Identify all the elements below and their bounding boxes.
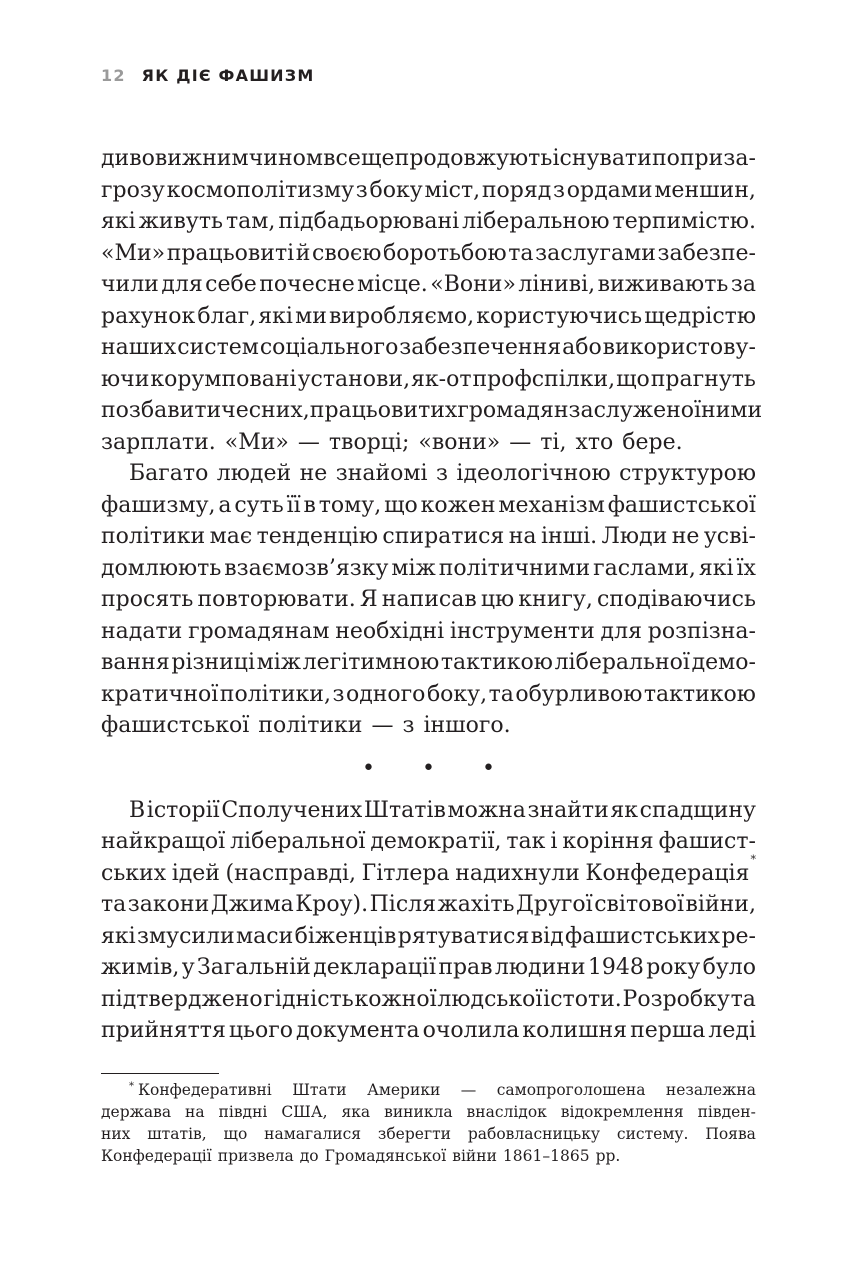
footnote-line: * Конфедеративні Штати Америки — самопроголошена незалежна — [129, 1081, 756, 1099]
text-line: підтверджено гідність кожної людської істоти. Розробку та — [101, 986, 756, 1012]
text-line: Багато людей не знайомі з ідеологічною структурою — [129, 461, 756, 486]
text-line: надати громадянам необхідні інструменти для розпізна- — [101, 618, 756, 644]
text-line: домлюють взаємозв’язку між політичними гаслами, які їх — [101, 555, 756, 581]
footnote-reference: * — [750, 853, 756, 867]
body-text — [101, 143, 763, 1047]
text-line: позбавити чесних, працьовитих громадян заслуженої ними — [101, 398, 763, 423]
footnote-marker: * — [129, 1081, 134, 1092]
text-line: які живуть там, підбадьорювані ліберальною терпимістю. — [101, 209, 756, 234]
footnote-line: держава на півдні США, яка виникла внаслідок відокремлення півден- — [101, 1103, 756, 1121]
footnote-line: них штатів, що намагалися зберегти рабовласницьку систему. Поява — [101, 1125, 756, 1143]
text-line: вання різниці між легітимною тактикою ліберальної демо- — [101, 650, 756, 675]
footnote — [101, 1079, 756, 1167]
text-line: політики має тенденцію спиратися на інші. Люди не усві- — [101, 524, 756, 549]
book-title: ЯК ДІЄ ФАШИЗМ — [141, 66, 315, 85]
text-line: жимів, у Загальній декларації прав людини 1948 року було — [101, 955, 756, 980]
text-line: прийняття цього документа очолила колишня перша леді — [101, 1018, 756, 1043]
text-line: ючи корумповані установи, як-от профспілки, що прагнуть — [101, 366, 756, 392]
page-number: 12 — [101, 66, 126, 85]
text-line: грозу космополітизму з боку міст, поряд з ордами меншин, — [101, 177, 756, 203]
running-header — [101, 66, 314, 85]
text-line: наших систем соціального забезпечення або використову- — [101, 335, 756, 360]
text-line: та закони Джима Кроу). Після жахіть Другої світової війни, — [101, 892, 756, 917]
text-line: ських ідей (насправді, Гітлера надихнули Конфедерація* — [101, 853, 756, 886]
text-line: просять повторювати. Я написав цю книгу, сподіваючись — [101, 587, 756, 612]
text-line: фашизму, а суть її в тому, що кожен механізм фашистської — [101, 492, 756, 518]
text-line: які змусили маси біженців рятуватися від фашистських ре- — [101, 923, 756, 949]
text-line: «Ми» працьовиті й своєю боротьбою та заслугами забезпе- — [101, 240, 756, 266]
text-line: В історії Сполучених Штатів можна знайти як спадщину — [129, 797, 756, 823]
footnote-line: Конфедерації призвела до Громадянської війни 1861–1865 рр. — [101, 1147, 621, 1165]
text-line: рахунок благ, які ми виробляємо, користуючись щедрістю — [101, 303, 756, 329]
text-line: фашистської політики — з іншого. — [101, 713, 511, 738]
footnote-rule — [101, 1073, 219, 1074]
text-line: найкращої ліберальної демократії, так і коріння фашист- — [101, 829, 756, 854]
section-separator: • • • — [362, 755, 515, 781]
text-line: чили для себе почесне місце. «Вони» ліниві, виживають за — [101, 272, 756, 297]
text-line: зарплати. «Ми» — творці; «вони» — ті, хто бере. — [101, 429, 683, 455]
text-line: кратичної політики, з одного боку, та обурливою тактикою — [101, 681, 756, 707]
text-line: дивовижним чином все ще продовжують існувати попри за- — [101, 146, 756, 171]
